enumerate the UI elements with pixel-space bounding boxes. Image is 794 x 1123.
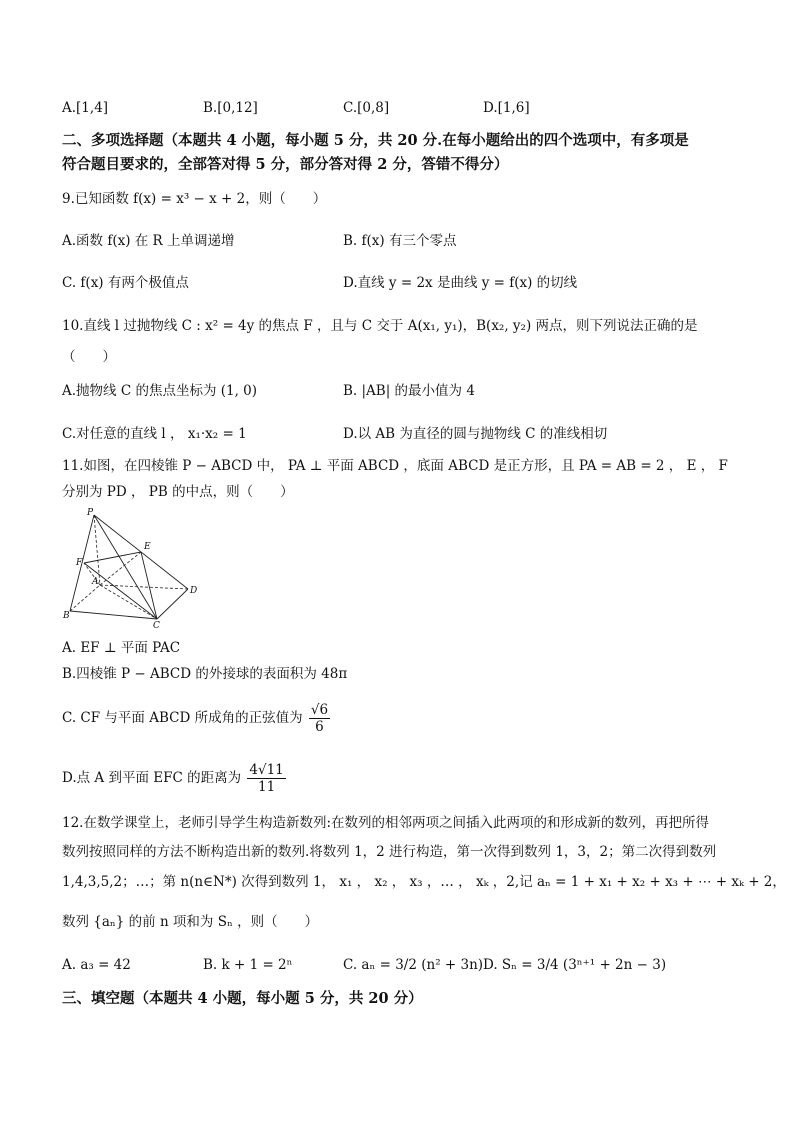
q9-option-d: D.直线 y = 2x 是曲线 y = f(x) 的切线 [343, 275, 578, 291]
q9-option-c: C. f(x) 有两个极值点 [62, 275, 189, 291]
q9-stem: 9.已知函数 f(x) = x³ − x + 2，则（ ） [62, 191, 327, 207]
q11-option-d-fraction [247, 762, 285, 795]
q10-option-b: B. |AB| 的最小值为 4 [343, 383, 475, 399]
q10-option-d: D.以 AB 为直径的圆与抛物线 C 的准线相切 [343, 426, 608, 442]
q11-option-d-text: D.点 A 到平面 EFC 的距离为 [62, 770, 242, 786]
q12-option-b: B. k + 1 = 2ⁿ [203, 957, 293, 973]
label-e: E [144, 542, 151, 552]
q10-option-c: C.对任意的直线 l ， x₁·x₂ = 1 [62, 426, 247, 442]
fraction-numerator: 4√11 [249, 762, 284, 778]
pyramid-figure [62, 505, 207, 630]
label-a: A [92, 577, 99, 587]
q11-option-d [62, 760, 286, 796]
label-c: C [153, 621, 160, 630]
q11-option-c-fraction [309, 702, 330, 735]
q8-option-b: B.[0,12] [203, 100, 258, 116]
q9-option-a: A.函数 f(x) 在 R 上单调递增 [62, 233, 235, 249]
label-b: B [63, 611, 70, 621]
q8-option-c: C.[0,8] [343, 100, 390, 116]
q12-option-d: D. Sₙ = 3/4 (3ⁿ⁺¹ + 2n − 3) [483, 957, 667, 973]
label-f: F [76, 558, 83, 568]
section2-heading-line2: 符合题目要求的，全部答对得 5 分，部分答对得 2 分，答错不得分） [62, 156, 509, 173]
fraction-denominator: 6 [315, 719, 324, 735]
q12-option-a: A. a₃ = 42 [62, 957, 131, 973]
section3-heading: 三、填空题（本题共 4 小题，每小题 5 分，共 20 分） [62, 990, 423, 1007]
q11-stem-line1: 11.如图，在四棱锥 P − ABCD 中， PA ⊥ 平面 ABCD ，底面 ABCD 是正方形，且 PA = AB = 2 ， E ， F [62, 458, 728, 474]
label-p: P [87, 508, 94, 518]
q10-stem-line2: （ ） [62, 349, 116, 365]
q12-stem-line2: 数列按照同样的方法不断构造出新的数列.将数列 1，2 进行构造，第一次得到数列 1，3，2；第二次得到数列 [62, 844, 717, 860]
q12-stem-line4: 数列 {aₙ} 的前 n 项和为 Sₙ ，则（ ） [62, 914, 319, 930]
q11-option-a: A. EF ⊥ 平面 PAC [62, 640, 181, 656]
q10-option-a: A.抛物线 C 的焦点坐标为 (1, 0) [62, 383, 258, 399]
q8-option-d: D.[1,6] [483, 100, 530, 116]
q12-stem-line3: 1,4,3,5,2；…；第 n(n∈N*) 次得到数列 1， x₁ ， x₂ ， x₃ ，… ， xₖ ，2,记 aₙ = 1 + x₁ + x₂ + x₃ + ⋯ + xₖ + 2， [62, 874, 786, 890]
q11-option-c [62, 700, 330, 736]
q12-option-c: C. aₙ = 3/2 (n² + 3n) [343, 957, 484, 973]
fraction-numerator: √6 [310, 702, 329, 718]
q11-option-b: B.四棱锥 P − ABCD 的外接球的表面积为 48π [62, 666, 348, 682]
section2-heading-line1: 二、多项选择题（本题共 4 小题，每小题 5 分，共 20 分.在每小题给出的四个选项中，有多项是 [62, 132, 689, 149]
fraction-denominator: 11 [258, 779, 276, 795]
q11-option-c-text: C. CF 与平面 ABCD 所成角的正弦值为 [62, 710, 303, 726]
q11-stem-line2: 分别为 PD ， PB 的中点，则（ ） [62, 484, 294, 500]
q10-stem-line1: 10.直线 l 过抛物线 C : x² = 4y 的焦点 F ，且与 C 交于 A(x₁, y₁)，B(x₂, y₂) 两点，则下列说法正确的是 [62, 318, 698, 334]
label-d: D [190, 586, 198, 596]
q8-option-a: A.[1,4] [62, 100, 109, 116]
q9-option-b: B. f(x) 有三个零点 [343, 233, 457, 249]
q12-stem-line1: 12.在数学课堂上，老师引导学生构造新数列:在数列的相邻两项之间插入此两项的和形成新的数列，再把所得 [62, 815, 710, 831]
